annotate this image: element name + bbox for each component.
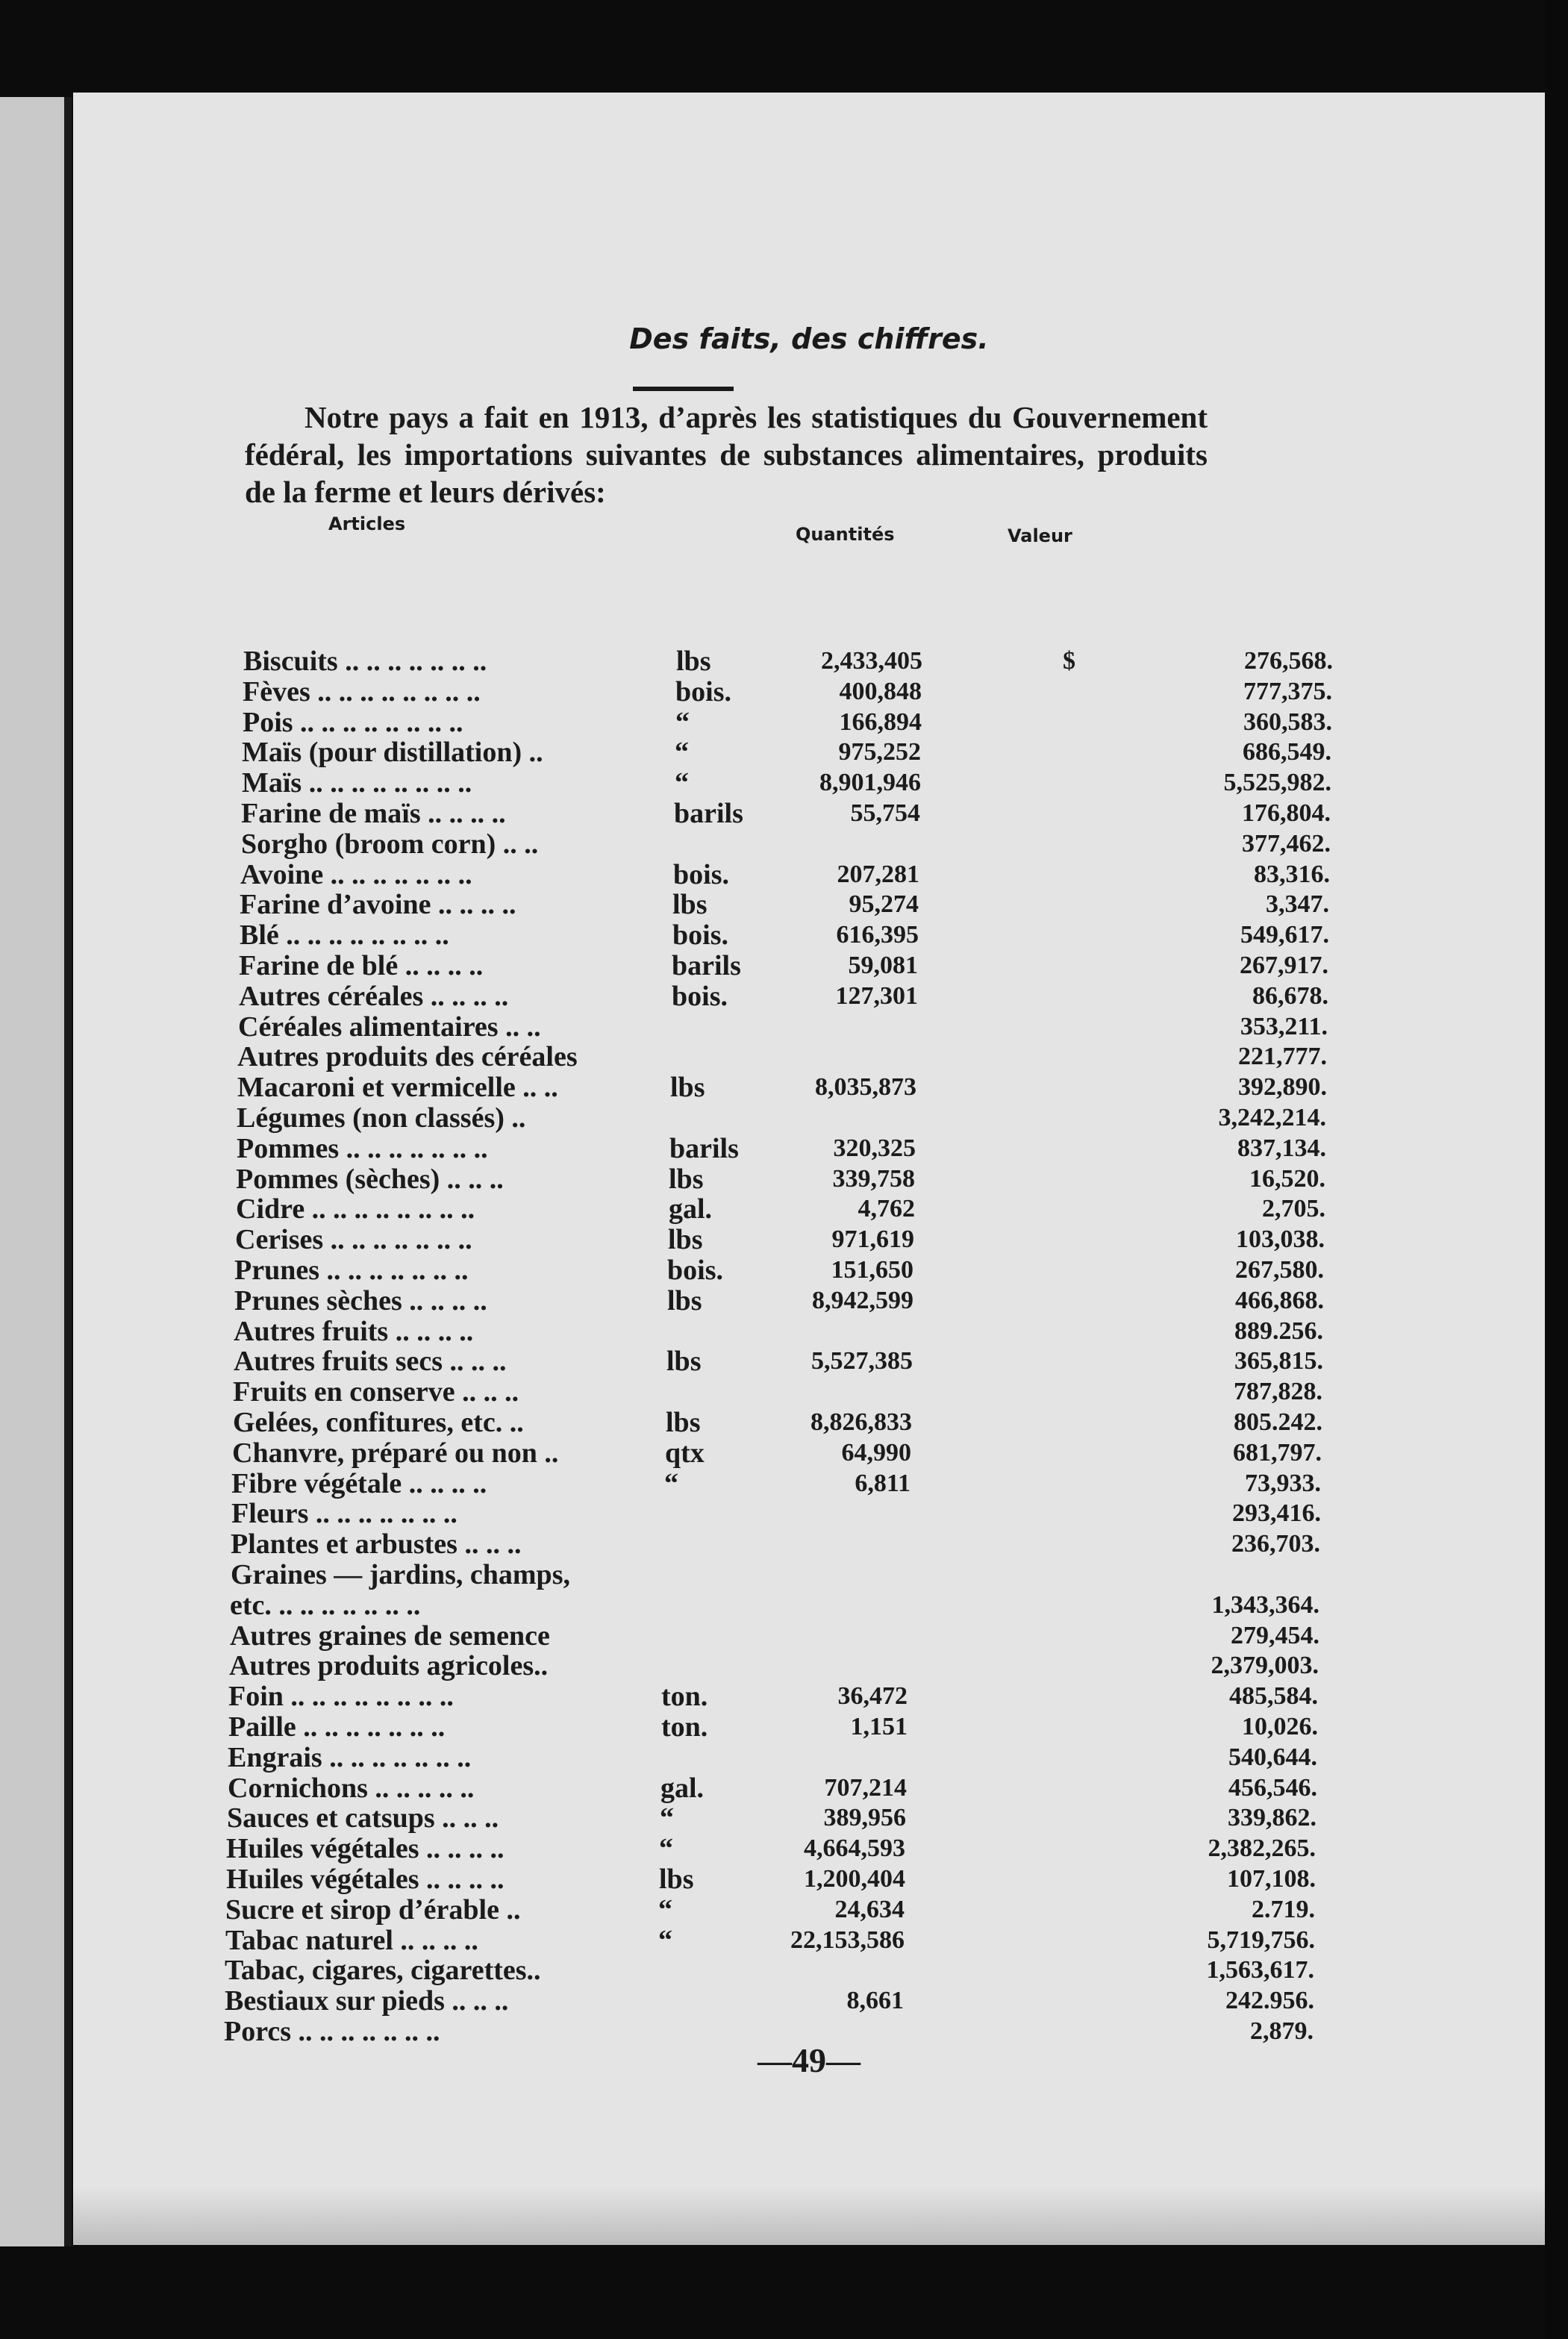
row-quantity: 320,325 (833, 1134, 916, 1162)
table-row (240, 860, 1345, 890)
row-value: 3,347. (1266, 890, 1329, 918)
table-row (241, 799, 1346, 828)
row-unit: “ (675, 767, 689, 799)
row-article: Paille .. .. .. .. .. .. .. (228, 1712, 446, 1742)
column-header-valeur: Valeur (1008, 525, 1072, 546)
row-value: 392,890. (1238, 1073, 1327, 1101)
row-unit: lbs (669, 1164, 704, 1195)
row-value: 353,211. (1240, 1013, 1328, 1040)
row-article: Engrais .. .. .. .. .. .. .. (228, 1743, 472, 1773)
row-article: Plantes et arbustes .. .. .. (231, 1529, 522, 1559)
row-quantity: 389,956 (823, 1804, 906, 1831)
row-unit: ton. (661, 1681, 708, 1712)
row-quantity: 1,151 (850, 1713, 908, 1740)
table-row (228, 1773, 1332, 1803)
row-article: Porcs .. .. .. .. .. .. .. (224, 2017, 440, 2046)
row-quantity: 339,758 (832, 1165, 915, 1193)
row-article: Sauces et catsups .. .. .. (227, 1803, 499, 1833)
row-article: Autres céréales .. .. .. .. (239, 981, 509, 1011)
row-article: Bestiaux sur pieds .. .. .. (225, 1986, 509, 2016)
row-value: 365,815. (1234, 1347, 1323, 1375)
row-value: 236,703. (1231, 1530, 1320, 1558)
row-article: Pommes (sèches) .. .. .. (236, 1164, 504, 1194)
row-value: 2,879. (1250, 2017, 1314, 2045)
binding-shadow (64, 97, 72, 2246)
column-header-quantites: Quantités (796, 524, 895, 545)
row-unit: “ (658, 1894, 672, 1926)
row-quantity: 127,301 (835, 982, 918, 1010)
row-quantity: 5,527,385 (811, 1347, 913, 1375)
row-article: Légumes (non classés) .. (237, 1103, 526, 1133)
row-article: Tabac naturel .. .. .. .. (225, 1926, 478, 1955)
row-article: Gelées, confitures, etc. .. (233, 1408, 524, 1437)
row-value: 456,546. (1228, 1774, 1317, 1802)
table-row (232, 1438, 1337, 1468)
row-article: Prunes sèches .. .. .. .. (234, 1286, 487, 1316)
table-row (234, 1317, 1338, 1346)
row-value: 549,617. (1240, 921, 1329, 949)
row-value: 1,563,617. (1206, 1956, 1314, 1984)
row-unit: bois. (673, 859, 729, 890)
table-row (226, 1864, 1331, 1894)
table-row (239, 951, 1343, 981)
row-value: 103,038. (1236, 1225, 1325, 1253)
row-value: 73,933. (1245, 1470, 1321, 1497)
table-row (233, 1377, 1337, 1407)
row-article: Farine d’avoine .. .. .. .. (240, 890, 516, 919)
row-quantity: 24,634 (834, 1896, 905, 1923)
table-row (240, 920, 1344, 950)
row-unit: lbs (670, 1072, 705, 1103)
row-article: Autres graines de semence (230, 1621, 550, 1651)
row-value: 267,917. (1240, 952, 1328, 979)
table-row (228, 1681, 1333, 1711)
row-value: 267,580. (1235, 1256, 1324, 1284)
table-row (231, 1469, 1336, 1499)
row-quantity: 59,081 (848, 952, 918, 979)
row-value: 5,719,756. (1207, 1926, 1315, 1954)
row-value: 485,584. (1229, 1682, 1318, 1710)
row-unit: bois. (672, 919, 728, 951)
table-row (243, 708, 1347, 737)
row-article: Autres produits des céréales (237, 1042, 578, 1072)
table-row (227, 1803, 1331, 1833)
row-article: Maïs (pour distillation) .. (242, 737, 543, 767)
row-article: Autres produits agricoles.. (229, 1651, 549, 1681)
table-row (234, 1346, 1338, 1376)
row-unit: bois. (672, 981, 728, 1012)
row-unit: ton. (661, 1711, 708, 1743)
row-value: 777,375. (1243, 678, 1332, 705)
row-value: 787,828. (1234, 1378, 1322, 1405)
table-row (243, 677, 1347, 707)
row-unit: lbs (672, 889, 708, 920)
row-quantity: 975,252 (838, 738, 921, 766)
row-article: Farine de maïs .. .. .. .. (241, 799, 506, 828)
row-value: 681,797. (1233, 1439, 1322, 1467)
row-article: Cerises .. .. .. .. .. .. .. (235, 1225, 472, 1255)
table-row (225, 1895, 1330, 1925)
row-quantity: 207,281 (837, 861, 919, 888)
row-article: Macaroni et vermicelle .. .. (237, 1072, 558, 1102)
row-quantity: 22,153,586 (790, 1926, 905, 1954)
row-quantity: 8,901,946 (819, 769, 921, 796)
row-value: 221,777. (1238, 1043, 1327, 1070)
row-unit: gal. (660, 1773, 705, 1804)
row-article: Prunes .. .. .. .. .. .. .. (234, 1255, 469, 1285)
row-value: 5,525,982. (1223, 769, 1331, 796)
row-quantity: 6,811 (855, 1470, 910, 1497)
row-unit: barils (672, 950, 741, 981)
table-row (234, 1286, 1339, 1316)
row-article: Tabac, cigares, cigarettes.. (225, 1955, 541, 1985)
row-unit: lbs (659, 1864, 694, 1895)
heading-rule (633, 387, 734, 391)
row-unit: bois. (675, 676, 731, 708)
table-row (236, 1194, 1340, 1224)
table-row (225, 1926, 1330, 1955)
row-quantity: 36,472 (837, 1682, 908, 1710)
column-header-articles: Articles (328, 513, 406, 534)
table-row (231, 1499, 1336, 1528)
row-value: 83,316. (1254, 861, 1330, 888)
scan-border-right (1545, 0, 1568, 2339)
table-row (233, 1408, 1337, 1437)
table-row (242, 768, 1346, 798)
table-row (241, 829, 1346, 859)
row-value: 2,379,003. (1211, 1652, 1319, 1679)
row-unit: “ (658, 1925, 672, 1956)
row-quantity: 616,395 (836, 921, 919, 949)
table-row (242, 737, 1346, 767)
row-article: Graines — jardins, champs, (231, 1560, 570, 1590)
row-article: Fèves .. .. .. .. .. .. .. .. (243, 677, 481, 707)
document-page (73, 93, 1545, 2245)
table-row (231, 1560, 1335, 1590)
table-row (229, 1651, 1334, 1681)
table-row (237, 1103, 1341, 1133)
row-value: 805.242. (1234, 1408, 1322, 1436)
row-quantity: 166,894 (839, 708, 922, 736)
row-article: Pommes .. .. .. .. .. .. .. (237, 1134, 488, 1164)
row-article: Cidre .. .. .. .. .. .. .. .. (236, 1194, 475, 1224)
row-article: Biscuits .. .. .. .. .. .. .. (243, 646, 487, 676)
row-article: Céréales alimentaires .. .. (238, 1012, 541, 1042)
row-unit: barils (669, 1133, 739, 1164)
row-unit: gal. (669, 1193, 713, 1225)
table-row (237, 1072, 1342, 1102)
page-heading: Des faits, des chiffres. (629, 322, 989, 355)
row-quantity: 151,650 (831, 1256, 913, 1284)
row-unit: bois. (667, 1255, 723, 1286)
row-value: 242.956. (1225, 1987, 1314, 2014)
table-row (237, 1042, 1342, 1072)
row-unit: “ (660, 1802, 674, 1834)
row-unit: lbs (666, 1407, 701, 1438)
row-quantity: 55,754 (850, 799, 920, 827)
table-row (231, 1529, 1335, 1559)
row-value: 107,108. (1227, 1865, 1316, 1893)
page-number: —49— (758, 2041, 860, 2079)
row-article: Chanvre, préparé ou non .. (232, 1438, 559, 1468)
row-article: Blé .. .. .. .. .. .. .. .. (240, 920, 449, 950)
table-row (228, 1712, 1333, 1742)
table-row (234, 1255, 1339, 1285)
row-unit: “ (664, 1468, 678, 1499)
adjacent-page-edge (0, 97, 72, 2246)
currency-symbol: $ (1063, 647, 1075, 675)
row-value: 16,520. (1249, 1165, 1325, 1193)
row-article: Maïs .. .. .. .. .. .. .. .. (242, 768, 472, 798)
row-unit: “ (675, 707, 690, 738)
table-row (236, 1164, 1340, 1194)
row-value: 10,026. (1242, 1713, 1318, 1740)
row-value: 466,868. (1235, 1287, 1324, 1314)
row-quantity: 4,762 (858, 1195, 915, 1222)
row-value: 276,568. (1244, 647, 1333, 675)
row-unit: barils (674, 798, 743, 829)
table-row (237, 1134, 1341, 1164)
row-quantity: 1,200,404 (804, 1865, 905, 1893)
row-quantity: 95,274 (849, 890, 919, 918)
row-article: Cornichons .. .. .. .. .. (228, 1773, 475, 1803)
table-row (226, 1834, 1331, 1864)
row-unit: lbs (668, 1224, 703, 1255)
row-article: Fruits en conserve .. .. .. (233, 1377, 519, 1407)
row-article: Sucre et sirop d’érable .. (225, 1895, 521, 1925)
row-article: Foin .. .. .. .. .. .. .. .. (228, 1681, 454, 1711)
row-value: 889.256. (1234, 1317, 1323, 1345)
row-unit: “ (659, 1833, 673, 1864)
row-unit: “ (675, 737, 689, 768)
table-row (230, 1621, 1334, 1651)
table-row (240, 890, 1344, 919)
row-quantity: 400,848 (839, 678, 922, 705)
table-row (238, 1012, 1343, 1042)
row-quantity: 4,664,593 (804, 1834, 905, 1862)
row-article: Pois .. .. .. .. .. .. .. .. (243, 708, 463, 737)
row-article: Farine de blé .. .. .. .. (239, 951, 484, 981)
row-value: 86,678. (1252, 982, 1328, 1010)
row-article: Huiles végétales .. .. .. .. (226, 1834, 505, 1864)
row-value: 339,862. (1228, 1804, 1316, 1831)
row-unit: lbs (667, 1285, 702, 1317)
row-value: 1,343,364. (1211, 1591, 1319, 1619)
row-article: Sorgho (broom corn) .. .. (241, 829, 539, 859)
table-row (228, 1743, 1332, 1773)
intro-paragraph (245, 399, 1208, 510)
row-article: Fibre végétale .. .. .. .. (231, 1469, 487, 1499)
row-article: etc. .. .. .. .. .. .. .. (230, 1590, 421, 1620)
intro-text: Notre pays a fait en 1913, d’après les statistiques du Gouvernement fédéral, les importations suivantes de substances alimentaires, produits de la ferme et leurs dérivés: (245, 400, 1208, 509)
row-value: 279,454. (1231, 1622, 1319, 1649)
row-value: 176,804. (1242, 799, 1331, 827)
row-unit: lbs (666, 1346, 702, 1377)
row-quantity: 707,214 (824, 1774, 907, 1802)
row-quantity: 64,990 (841, 1439, 911, 1467)
row-value: 2.719. (1252, 1896, 1315, 1923)
row-value: 293,416. (1232, 1499, 1321, 1527)
row-value: 377,462. (1242, 830, 1331, 858)
row-value: 837,134. (1237, 1134, 1326, 1162)
row-quantity: 8,826,833 (810, 1408, 912, 1436)
row-value: 2,382,265. (1208, 1834, 1316, 1862)
table-row (225, 1986, 1329, 2016)
row-quantity: 8,661 (846, 1987, 904, 2014)
row-article: Avoine .. .. .. .. .. .. .. (240, 860, 472, 890)
table-row (239, 981, 1343, 1011)
row-value: 686,549. (1243, 738, 1331, 766)
table-row (243, 646, 1348, 676)
row-article: Autres fruits secs .. .. .. (234, 1346, 507, 1376)
row-quantity: 8,942,599 (812, 1287, 913, 1314)
row-value: 540,644. (1228, 1743, 1317, 1771)
row-quantity: 8,035,873 (815, 1073, 916, 1101)
row-value: 2,705. (1262, 1195, 1325, 1222)
table-row (230, 1590, 1334, 1620)
table-row (225, 1955, 1329, 1985)
row-value: 360,583. (1243, 708, 1332, 736)
table-row (235, 1225, 1340, 1255)
row-quantity: 2,433,405 (821, 647, 922, 675)
row-article: Autres fruits .. .. .. .. (234, 1317, 474, 1346)
page-bottom-shadow (73, 2187, 1545, 2245)
row-article: Fleurs .. .. .. .. .. .. .. (231, 1499, 457, 1528)
row-unit: lbs (676, 646, 711, 677)
row-unit: qtx (665, 1437, 705, 1469)
row-quantity: 971,619 (831, 1225, 914, 1253)
row-value: 3,242,214. (1218, 1104, 1326, 1131)
row-article: Huiles végétales .. .. .. .. (226, 1864, 505, 1894)
